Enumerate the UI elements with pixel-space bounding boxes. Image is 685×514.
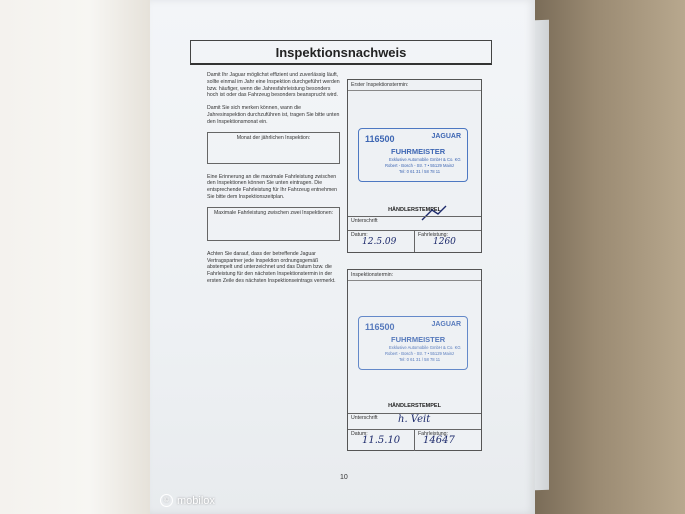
page-title: Inspektionsnachweis	[190, 40, 492, 65]
inspection-entry-1	[347, 79, 482, 253]
date-mileage-row	[348, 429, 481, 451]
max-mileage-field[interactable]	[207, 207, 340, 241]
mileage-field[interactable]	[415, 430, 481, 451]
signature-value: h. Veit	[398, 414, 431, 425]
mileage-text: Eine Erinnerung an die maximale Fahrleistung zwischen den Inspektionen können Sie unten eintragen. Die entsprechende Fahrleistung für Ihr Fahrzeug entnehmen Sie bitte dem Inspektionszeitplan.	[207, 173, 338, 200]
stamp-line-2: Robert - Bosch - Str. 7 • 55129 Mainz	[385, 351, 455, 356]
date-value: 11.5.10	[362, 435, 401, 446]
dealer-stamp-label: HÄNDLERSTEMPEL	[388, 403, 441, 409]
stamp-line-2: Robert - Bosch - Str. 7 • 55129 Mainz	[385, 163, 455, 168]
inspection-header: Inspektionstermin:	[348, 270, 481, 281]
stamp-line-3: Tel: 0 61 31 / 58 78 11	[399, 357, 441, 362]
mileage-field[interactable]	[415, 231, 481, 252]
page-number: 10	[340, 474, 348, 481]
date-label: Datum:	[351, 431, 368, 437]
signature-field[interactable]	[348, 216, 481, 230]
stamp-name: FUHRMEISTER	[391, 147, 446, 156]
signature-field[interactable]	[348, 413, 481, 429]
next-page-edge	[535, 20, 549, 490]
stamp-line-1: Exklusive Automobile GmbH & Co. KG	[389, 345, 461, 350]
reminder-text: Damit Sie sich merken können, wann die Jahresinspektion durchzuführen ist, tragen Sie bitte unten den Inspektionsmonat ein.	[207, 105, 340, 125]
date-field[interactable]	[348, 231, 415, 252]
stamp-brand: JAGUAR	[431, 133, 461, 140]
booklet-page	[150, 0, 535, 514]
stamp-line-1: Exklusive Automobile GmbH & Co. KG	[389, 157, 461, 162]
instructions-column	[207, 72, 340, 291]
dealer-stamp-label: HÄNDLERSTEMPEL	[388, 207, 441, 213]
stamp-name: FUHRMEISTER	[391, 335, 446, 344]
mileage-value: 14647	[423, 435, 455, 446]
signature-label: Unterschrift	[351, 415, 378, 421]
stamp-number: 116500	[365, 134, 395, 144]
date-value: 12.5.09	[362, 237, 397, 247]
stamp-brand: JAGUAR	[431, 321, 461, 328]
watermark-icon: ©	[160, 494, 173, 507]
signature-label: Unterschrift	[351, 218, 378, 224]
background-left	[0, 0, 150, 514]
mileage-label: Fahrleistung:	[418, 232, 448, 238]
inspection-entry-2	[347, 269, 482, 451]
watermark	[160, 494, 215, 507]
inspection-header: Erster Inspektionstermin:	[348, 80, 481, 91]
month-label: Monat der jährlichen Inspektion:	[236, 134, 311, 141]
stamp-line-3: Tel: 0 61 31 / 58 78 11	[399, 169, 441, 174]
date-label: Datum:	[351, 232, 368, 238]
dealer-stamp	[358, 128, 468, 182]
note-text: Achten Sie darauf, dass der betreffende Jaguar Vertragspartner jede Inspektion ordnungsgemäß abstempelt und unterzeichnet und das Datum bzw. die Fahrleistung für den nächsten Inspektionstermin in der ersten Zeile des nächsten Inspektionseintrags vermerkt.	[207, 250, 336, 284]
intro-text: Damit Ihr Jaguar möglichst effizient und zuverlässig läuft, sollte einmal im Jahr eine Inspektion durchgeführt werden bzw. häufiger, wenn die Jahresfahrleistung besonders hoch ist oder das Fahrzeug besonders beansprucht wird.	[207, 72, 340, 99]
watermark-text: mobilox	[177, 494, 215, 507]
mileage-value: 1260	[433, 237, 456, 247]
month-field[interactable]	[207, 132, 340, 164]
date-mileage-row	[348, 230, 481, 252]
date-field[interactable]	[348, 430, 415, 451]
max-mileage-label: Maximale Fahrleistung zwischen zwei Inspektionen:	[213, 209, 334, 216]
mileage-label: Fahrleistung:	[418, 431, 448, 437]
stamp-number: 116500	[365, 322, 395, 332]
background-right	[535, 0, 685, 514]
dealer-stamp	[358, 316, 468, 370]
